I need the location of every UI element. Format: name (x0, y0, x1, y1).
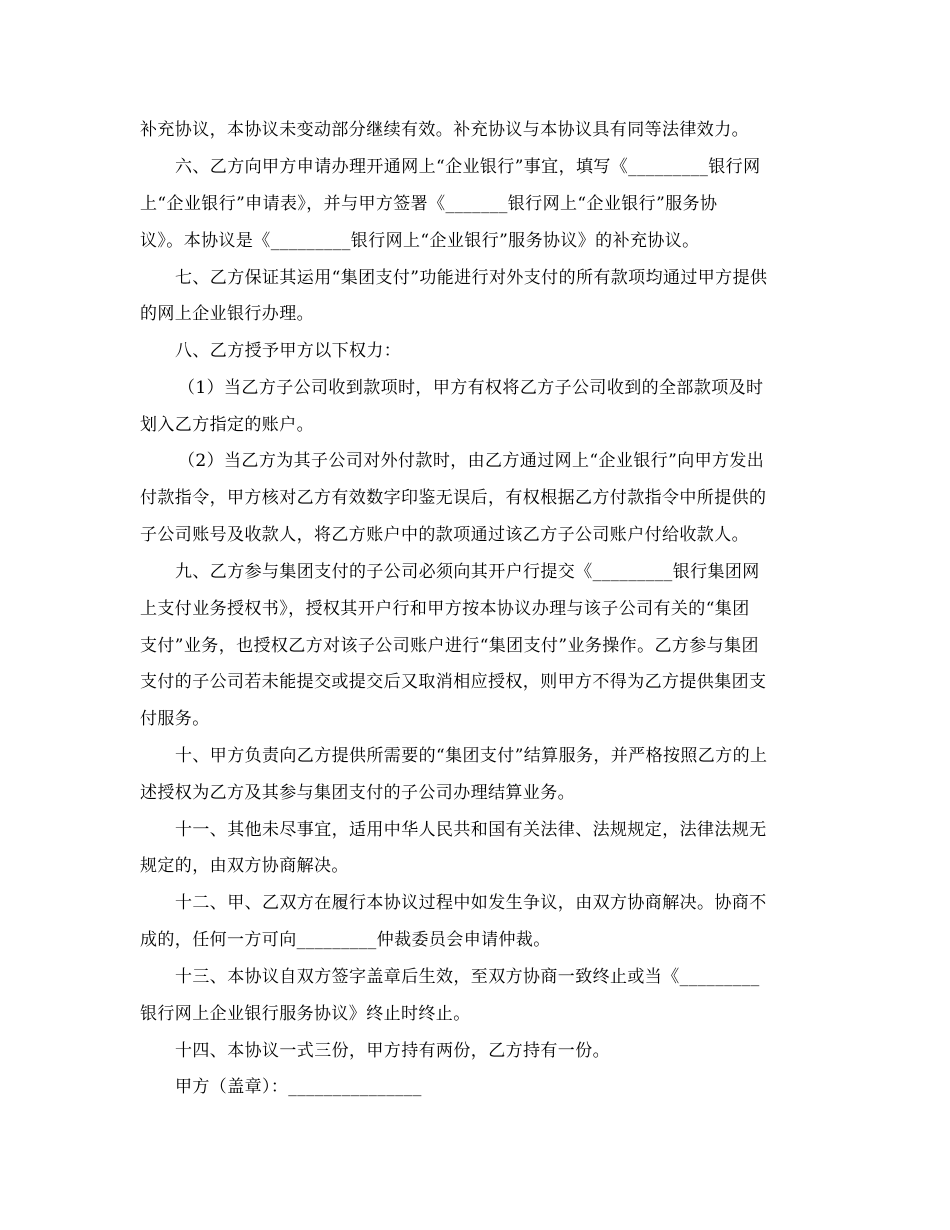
clause-14: 十四、本协议一式三份，甲方持有两份，乙方持有一份。 (175, 1041, 610, 1061)
text-line: 补充协议，本协议未变动部分继续有效。补充协议与本协议具有同等法律效力。 (140, 120, 749, 140)
text-line: 支付的子公司若未能提交或提交后又取消相应授权，则甲方不得为乙方提供集团支 (140, 672, 767, 692)
clause-7: 七、乙方保证其运用“集团支付”功能进行对外支付的所有款项均通过甲方提供 (175, 268, 768, 288)
text-line: 付款指令，甲方核对乙方有效数字印鉴无误后，有权根据乙方付款指令中所提供的 (140, 488, 767, 508)
text-line: 上支付业务授权书》，授权其开户行和甲方按本协议办理与该子公司有关的“集团 (140, 599, 750, 619)
text-line: 的网上企业银行办理。 (140, 304, 314, 324)
clause-10: 十、甲方负责向乙方提供所需要的“集团支付”结算服务，并严格按照乙方的上 (175, 746, 768, 766)
text-line: 上“企业银行”申请表》，并与甲方签署《_______银行网上“企业银行”服务协 (140, 194, 718, 214)
text-line: 子公司账号及收款人，将乙方账户中的款项通过该乙方子公司账户付给收款人。 (140, 525, 749, 545)
text-line: 成的，任何一方可向_________仲裁委员会申请仲裁。 (140, 930, 551, 950)
text-line: 支付”业务，也授权乙方对该子公司账户进行“集团支付”业务操作。乙方参与集团 (140, 636, 759, 656)
clause-8-item-2: （2）当乙方为其子公司对外付款时，由乙方通过网上“企业银行”向甲方发出 (178, 451, 765, 471)
clause-8: 八、乙方授予甲方以下权力： (175, 341, 402, 361)
text-line: 议》。本协议是《_________银行网上“企业银行”服务协议》的补充协议。 (140, 231, 700, 251)
text-line: 述授权为乙方及其参与集团支付的子公司办理结算业务。 (140, 783, 575, 803)
clause-8-item-1: （1）当乙方子公司收到款项时，甲方有权将乙方子公司收到的全部款项及时 (178, 378, 764, 398)
clause-9: 九、乙方参与集团支付的子公司必须向其开户行提交《_________银行集团网 (175, 562, 760, 582)
clause-11: 十一、其他未尽事宜，适用中华人民共和国有关法律、法规规定，法律法规无 (175, 820, 767, 840)
clause-6: 六、乙方向甲方申请办理开通网上“企业银行”事宜，填写《_________银行网 (175, 157, 761, 177)
clause-12: 十二、甲、乙双方在履行本协议过程中如发生争议，由双方协商解决。协商不 (175, 893, 767, 913)
text-line: 付服务。 (140, 709, 210, 729)
text-line: 银行网上企业银行服务协议》终止时终止。 (140, 1004, 471, 1024)
text-line: 规定的，由双方协商解决。 (140, 856, 349, 876)
text-line: 划入乙方指定的账户。 (140, 415, 314, 435)
clause-13: 十三、本协议自双方签字盖章后生效，至双方协商一致终止或当《_________ (175, 967, 760, 987)
party-a-seal-line: 甲方（盖章）：_______________ (175, 1077, 422, 1097)
